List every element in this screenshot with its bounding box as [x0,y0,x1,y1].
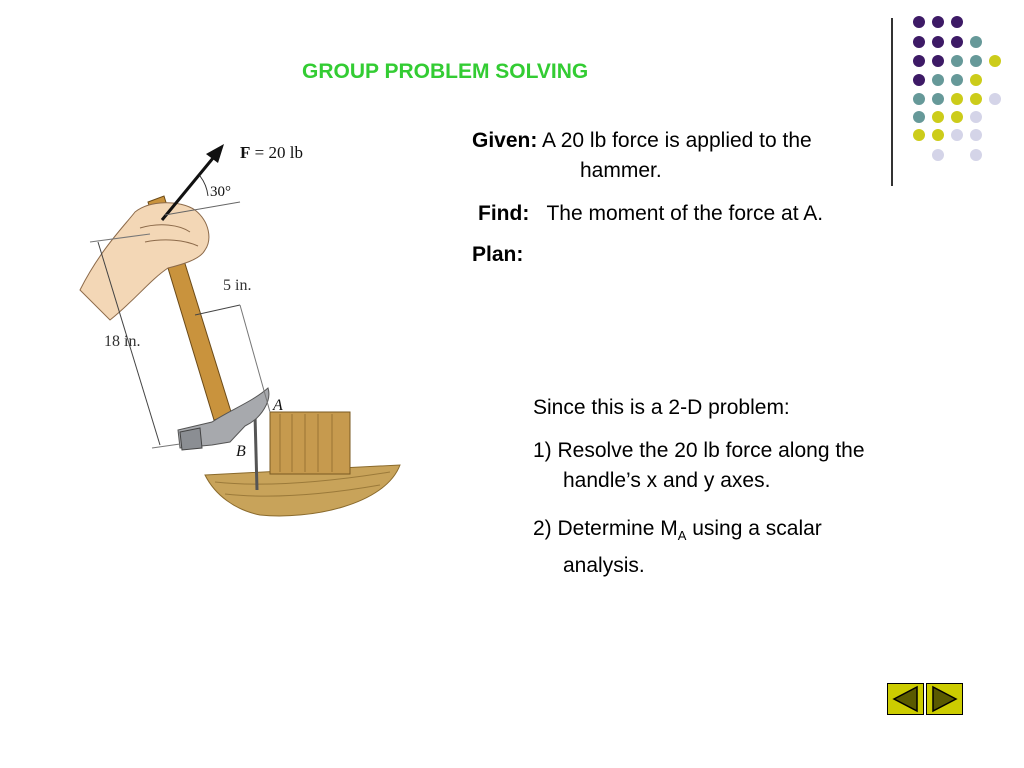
given-text-line2: hammer. [580,159,662,182]
dot-row-2 [913,36,982,48]
dim-5-label: 5 in. [223,277,252,294]
dot-row-7 [913,129,982,141]
step-2-sub: A [677,528,687,544]
given-text-line1: A 20 lb force is applied to the [542,129,812,152]
step-2 [533,514,953,581]
triangle-right-icon [927,684,962,714]
dim-18-label: 18 in. [104,333,141,350]
previous-slide-button[interactable] [887,683,924,715]
hammer-figure [40,130,420,530]
step-2-prefix: 2) Determine M [533,517,678,540]
decorative-dot-grid [905,12,1015,172]
dot-row-5 [913,93,1001,105]
given-statement [472,126,892,186]
nail [255,415,257,490]
slide-navigation [887,683,965,717]
step-1-line1: 1) Resolve the 20 lb force along the [533,439,865,462]
step-2-suffix: using a scalar [686,517,822,540]
force-label: F = 20 lb [240,143,303,162]
find-label: Find: [478,202,530,225]
find-statement [478,199,823,229]
dot-row-8 [932,149,982,161]
next-slide-button[interactable] [926,683,963,715]
dot-row-1 [913,16,963,28]
step-1-line2: handle’s x and y axes. [563,469,771,492]
given-label: Given: [472,129,538,152]
point-b-label: B [236,443,246,460]
angle-label: 30° [210,184,231,200]
point-a-label: A [273,397,283,414]
slide-title: GROUP PROBLEM SOLVING [302,60,589,83]
step-1 [533,436,953,496]
triangle-left-icon [888,684,923,714]
dot-row-6 [913,111,982,123]
since-text: Since this is a 2-D problem: [533,396,790,419]
step-2-line2: analysis. [563,554,645,578]
dot-row-4 [913,74,982,86]
dot-row-3 [913,55,1001,67]
find-text: The moment of the force at A. [546,202,824,225]
wood-block [270,412,350,474]
plan-label: Plan: [472,243,524,266]
dim-5-line [195,305,240,315]
